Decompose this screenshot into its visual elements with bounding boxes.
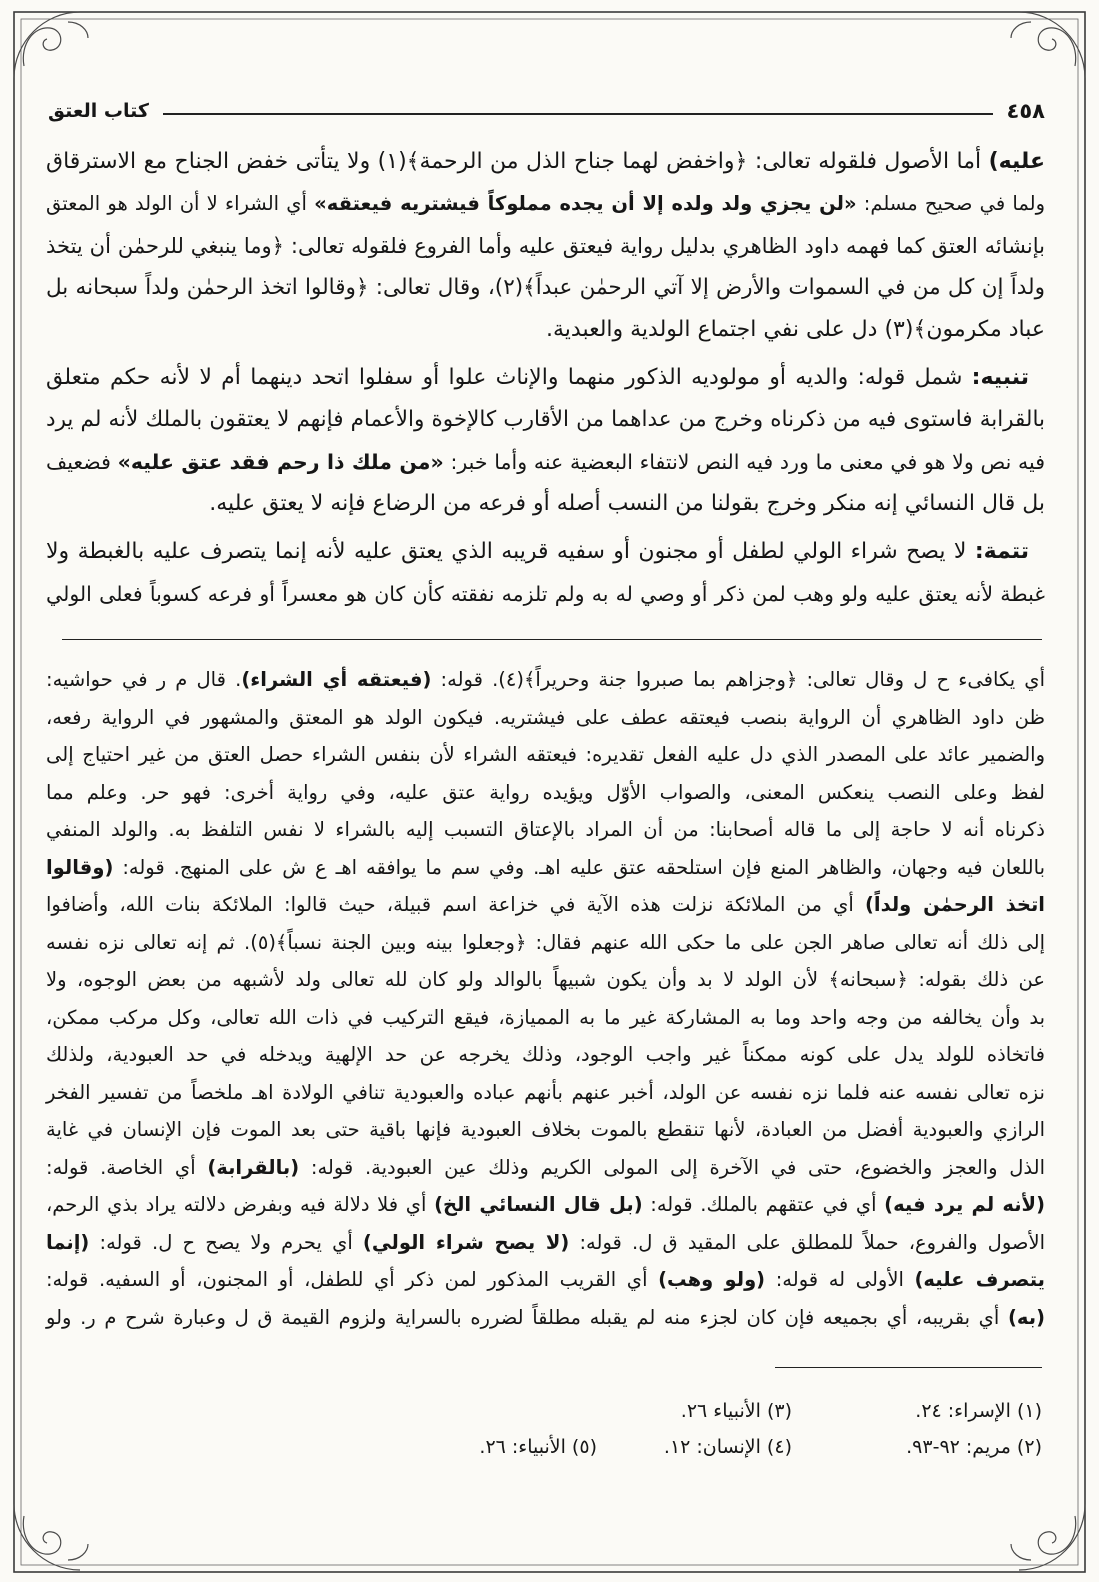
page-number: ٤٥٨ — [1006, 99, 1045, 123]
main-text-line — [45, 357, 1045, 399]
commentary-line — [45, 661, 1045, 699]
main-text-line — [45, 441, 1045, 483]
commentary-line — [45, 1111, 1045, 1149]
main-text-line — [45, 399, 1045, 441]
commentary-text — [45, 661, 1045, 1336]
bold-text-run: (به) — [1008, 1305, 1045, 1329]
main-text-line — [45, 531, 1045, 573]
text-run: لفظ وعلى النصب ينعكس المعنى، والصواب الأوّل ويؤيده رواية عتق عليه، وفي رواية أخرى: فهو حر. وعلم مما — [46, 780, 1045, 804]
text-run: باللعان فيه وجهان، والظاهر المنع فإن استلحقه عتق عليه اهـ. وفي سم ما يوافقه اهـ ع ش على المنهج. قوله: — [113, 855, 1045, 879]
text-run: فيه نص ولا هو في معنى ما ورد فيه النص لانتفاء البعضية عنه وأما خبر: — [443, 450, 1045, 474]
bold-text-run: (بل قال النسائي الخ) — [434, 1193, 643, 1216]
footnote: (٣) الأنبياء ٢٦. — [680, 1400, 792, 1422]
text-run: أي يحرم ولا يصح ح ل. قوله: — [89, 1230, 363, 1254]
footnote: (٢) مريم: ٩٢-٩٣. — [906, 1436, 1042, 1458]
bold-text-run: اتخذ الرحمٰن ولداً) — [864, 893, 1045, 916]
commentary-line — [45, 1186, 1045, 1224]
text-run: الأولى له قوله: — [765, 1268, 915, 1291]
bold-text-run: «لن يجزي ولد ولده إلا أن يجده مملوكاً فيشتريه فيعتقه» — [314, 192, 857, 215]
text-run: عن ذلك بقوله: ﴿سبحانه﴾ لأن الولد لا بد وأن يكون شبيهاً بالوالد ولو كان لله تعالى ولد لأشبهه من بعض الوجوه، ولا — [46, 968, 1045, 991]
paragraph-note — [45, 357, 1045, 525]
commentary-line — [45, 924, 1045, 962]
text-run: أي القريب المذكور لمن ذكر أي للطفل، أو المجنون، أو السفيه. قوله: — [45, 1268, 659, 1291]
text-run: إلى ذلك أنه تعالى صاهر الجن على ما حكى الله عنهم فقال: ﴿وجعلوا بينه وبين الجنة نسباً﴾(٥). ثم إنه تعالى نزه نفسه — [46, 930, 1045, 954]
text-run: بالقرابة فاستوى فيه من ذكرناه وخرج من عداهما من الأقارب كالإخوة والأعمام فإنهم لا يعتقون بالملك لأنه لم يرد — [46, 407, 1045, 432]
main-text-line — [45, 183, 1045, 225]
text-run: نزه تعالى نفسه عنه فلما نزه نفسه عن الولد، أخبر عنهم بأنهم عباده والعبودية تنافي الولادة اهـ ملخصاً من تفسير الفخر — [46, 1080, 1045, 1104]
footnote: (١) الإسراء: ٢٤. — [915, 1400, 1042, 1422]
text-run: أي يكافىء ح ل وقال تعالى: ﴿وجزاهم بما صبروا جنة وحريراً﴾(٤). قوله: — [431, 668, 1045, 691]
text-run: بإنشائه العتق كما فهمه داود الظاهري بدليل رواية فيعتق عليه وأما الفروع فلقوله تعالى: ﴿وما ينبغي للرحمٰن أن يتخذ — [46, 234, 1045, 258]
bold-text-run: يتصرف عليه) — [914, 1268, 1045, 1291]
bold-text-run: (ولو وهب) — [658, 1268, 766, 1291]
text-run: ذكرناه أنه لا حاجة إلى ما قاله أصحابنا: من أن المراد بالإعتاق التسبب إليه بالشراء لا نفس التلفظ به. والولد المنفي — [46, 818, 1045, 841]
text-run: أي من الملائكة نزلت هذه الآية في خزاعة اسم قبيلة، حيث قالوا: الملائكة بنات الله، وأضافوا — [46, 893, 865, 916]
main-text-line — [45, 483, 1045, 525]
text-run: غبطة لأنه يعتق عليه ولو وهب لمن ذكر أو وصي له به ولم تلزمه نفقته كأن كان هو معسراً أو فرعه كسوباً فعلى الولي — [46, 582, 1045, 606]
text-run: ولداً إن كل من في السموات والأرض إلا آتي الرحمٰن عبداً﴾(٢)، وقال تعالى: ﴿وقالوا اتخذ الرحمٰن ولداً سبحانه بل — [45, 275, 1045, 300]
footnote-row — [400, 1429, 1042, 1465]
paragraph-continuation — [45, 141, 1045, 351]
text-run: . قال م ر في حواشيه: — [46, 668, 242, 691]
main-text-line — [45, 573, 1045, 615]
bold-text-run: عليه) — [988, 149, 1045, 174]
bold-text-run: تتمة: — [974, 539, 1029, 564]
text-run: الرازي والعبودية أفضل من العبادة، لأنها تنقطع بالموت بخلاف العبودية فإنها باقية حتى بعد الموت فإن الإنسان في غاية — [46, 1118, 1045, 1141]
bold-text-run: «من ملك ذا رحم فقد عتق عليه» — [117, 450, 444, 474]
main-text-line — [45, 225, 1045, 267]
commentary-line — [45, 1299, 1045, 1337]
commentary-line — [45, 1074, 1045, 1112]
commentary-line — [45, 999, 1045, 1037]
text-run: ظن داود الظاهري أن الرواية بنصب فيعتقه عطف على فيشتريه. فيكون الولد هو المعتق والمشهور في الرواية رفعه، — [46, 705, 1045, 729]
commentary-line — [45, 1224, 1045, 1262]
text-run: الذل والعجز والخضوع، حتى في الآخرة إلى المولى الكريم وذلك عين العبودية. قوله: — [299, 1155, 1045, 1179]
footnote: (٥) الأنبياء: ٢٦. — [479, 1436, 597, 1458]
footnote: (٤) الإنسان: ١٢. — [663, 1436, 792, 1458]
main-text-line — [45, 141, 1045, 183]
bold-text-run: (وقالوا — [46, 855, 114, 879]
footnote-separator — [775, 1367, 1042, 1368]
text-run: أي بقريبه، أي بجميعه فإن كان لجزء منه لم يقبله مطلقاً لضرره بالسراية ولزوم القيمة ق ل وعبارة شرح م ر. ولو — [46, 1305, 1009, 1329]
commentary-line — [45, 774, 1045, 812]
text-run: بل قال النسائي إنه منكر وخرج بقولنا من النسب أصله أو فرعه من الرضاع فإنه لا يعتق عليه. — [209, 491, 1045, 516]
text-run: أما الأصول فلقوله تعالى: ﴿واخفض لهما جناح الذل من الرحمة﴾(١) ولا يتأتى خفض الجناح مع الاسترقاق — [46, 149, 989, 174]
bold-text-run: تنبيه: — [971, 365, 1029, 390]
main-text — [45, 141, 1045, 615]
commentary-line — [45, 849, 1045, 887]
text-run: أي فلا دلالة فيه وبفرض دلالته يراد بذي الرحم، — [46, 1193, 435, 1216]
bold-text-run: (فيعتقه أي الشراء) — [241, 668, 432, 691]
header-rule — [163, 113, 993, 115]
running-header — [48, 96, 1045, 126]
corner-ornament-bottom-left — [14, 1504, 88, 1570]
commentary-line — [45, 1261, 1045, 1299]
text-run: عباد مكرمون﴾(٣) دل على نفي اجتماع الولدية والعبدية. — [545, 317, 1045, 342]
text-run: ولما في صحيح مسلم: — [856, 192, 1045, 215]
main-text-line — [45, 267, 1045, 309]
text-run: شمل قوله: والديه أو مولوديه الذكور منهما والإناث علوا أو سفلوا اتحد دينهما أم لا لأنه حكم متعلق — [46, 365, 972, 390]
text-run: بد وأن يخالفه من وجه واحد وما به المشاركة غير ما به المميازة، فيقع التركيب في ذات الله تعالى، وكل مركب ممكن، — [46, 1005, 1045, 1029]
text-run: والضمير عائد على المصدر الذي دل عليه الفعل تقديره: فيعتقه الشراء لأن بنفس الشراء حصل العتق من غير احتياج إلى — [46, 743, 1045, 766]
text-run: الأصول والفروع، حملاً للمطلق على المقيد ق ل. قوله: — [569, 1230, 1045, 1254]
text-run: فاتخاذه للولد يدل على كونه ممكناً غير واجب الوجود، وذلك يخرجه عن حد الإلهية ويدخله في حد العبودية، ولذلك — [46, 1043, 1045, 1066]
corner-ornament-top-left — [14, 12, 88, 78]
text-run: فضعيف — [46, 450, 118, 474]
footnote-row — [400, 1393, 1042, 1429]
main-text-line — [45, 309, 1045, 351]
commentary-line — [45, 1036, 1045, 1074]
text-run: أي الخاصة. قوله: — [46, 1155, 208, 1179]
commentary-line — [45, 811, 1045, 849]
commentary-line — [45, 961, 1045, 999]
commentary-line — [45, 736, 1045, 774]
bold-text-run: (إنما — [46, 1230, 90, 1254]
commentary-line — [45, 1149, 1045, 1187]
text-run: أي الشراء لا أن الولد هو المعتق — [45, 192, 315, 215]
bold-text-run: (بالقرابة) — [207, 1155, 300, 1179]
text-run: أي في عتقهم بالملك. قوله: — [642, 1193, 885, 1216]
commentary-separator — [62, 639, 1042, 640]
bold-text-run: (لا يصح شراء الولي) — [362, 1230, 570, 1254]
bold-text-run: (لأنه لم يرد فيه) — [884, 1193, 1045, 1216]
commentary-line — [45, 699, 1045, 737]
paragraph-supplement — [45, 531, 1045, 615]
commentary-line — [45, 886, 1045, 924]
corner-ornament-bottom-right — [1011, 1504, 1085, 1570]
corner-ornament-top-right — [1011, 12, 1085, 78]
footnotes — [400, 1393, 1042, 1465]
text-run: لا يصح شراء الولي لطفل أو مجنون أو سفيه قريبه الذي يعتق عليه لأنه إنما يتصرف عليه بالغبطة ولا — [46, 539, 975, 564]
chapter-title: كتاب العتق — [48, 100, 149, 122]
